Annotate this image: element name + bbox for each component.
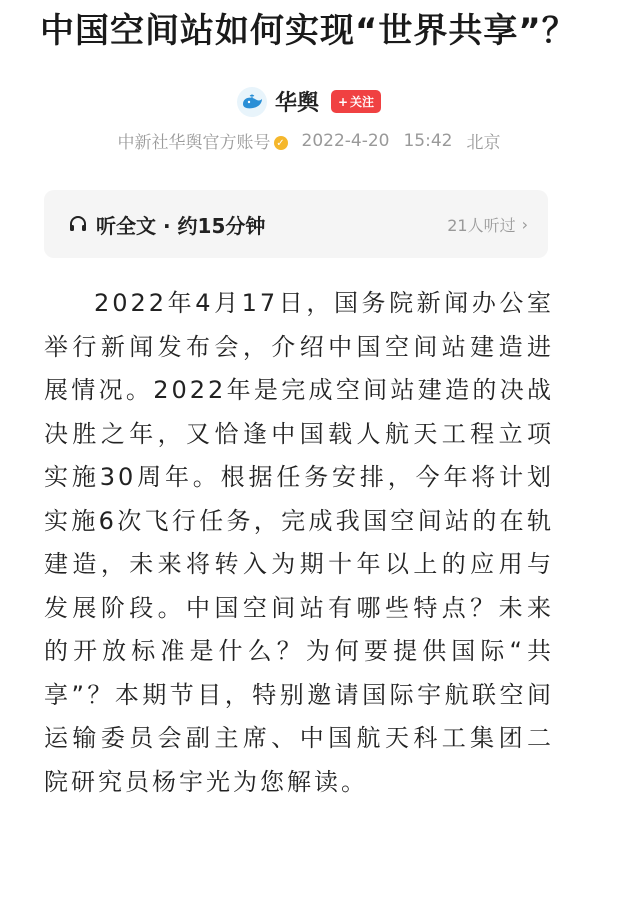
follow-label: 关注 bbox=[350, 95, 375, 109]
listen-left bbox=[68, 210, 265, 239]
listen-full-text-bar[interactable] bbox=[44, 190, 548, 258]
account-name: 中新社华舆官方账号 bbox=[117, 133, 271, 153]
chevron-right-icon: › bbox=[521, 214, 528, 234]
publish-date: 2022-4-20 bbox=[301, 130, 390, 151]
article-body: 2022年4月17日，国务院新闻办公室举行新闻发布会，介绍中国空间站建造进展情况。2022年是完成空间站建造的决战决胜之年，又恰逢中国载人航天工程立项实施30周年。根据任务安排，今年将计划实施6次飞行任务，完成我国空间站的在轨建造，未来将转入为期十年以上的应用与发展阶段。中国空间站有哪些特点？未来的开放标准是什么？为何要提供国际“共享”？本期节目，特别邀请国际宇航联空间运输委员会副主席、中国航天科工集团二院研究员杨宇光为您解读。 bbox=[44, 289, 554, 796]
author-avatar[interactable] bbox=[237, 87, 267, 117]
author-name[interactable]: 华舆 bbox=[274, 91, 319, 116]
meta-row bbox=[0, 128, 618, 153]
listen-right bbox=[447, 213, 528, 236]
verified-badge-icon: ✓ bbox=[274, 136, 288, 150]
article-title: 中国空间站如何实现“世界共享”？ bbox=[40, 11, 577, 51]
listen-label: 听全文 · 约15分钟 bbox=[96, 213, 266, 238]
headphones-icon bbox=[68, 214, 88, 234]
follow-button[interactable] bbox=[331, 90, 381, 113]
plus-icon: + bbox=[337, 94, 349, 109]
author-row bbox=[0, 86, 618, 117]
account-info bbox=[118, 128, 288, 153]
publish-time: 15:42 bbox=[403, 130, 453, 151]
publish-location: 北京 bbox=[466, 133, 501, 153]
listen-count: 21人听过 bbox=[447, 215, 516, 235]
whale-logo-icon bbox=[240, 92, 264, 112]
